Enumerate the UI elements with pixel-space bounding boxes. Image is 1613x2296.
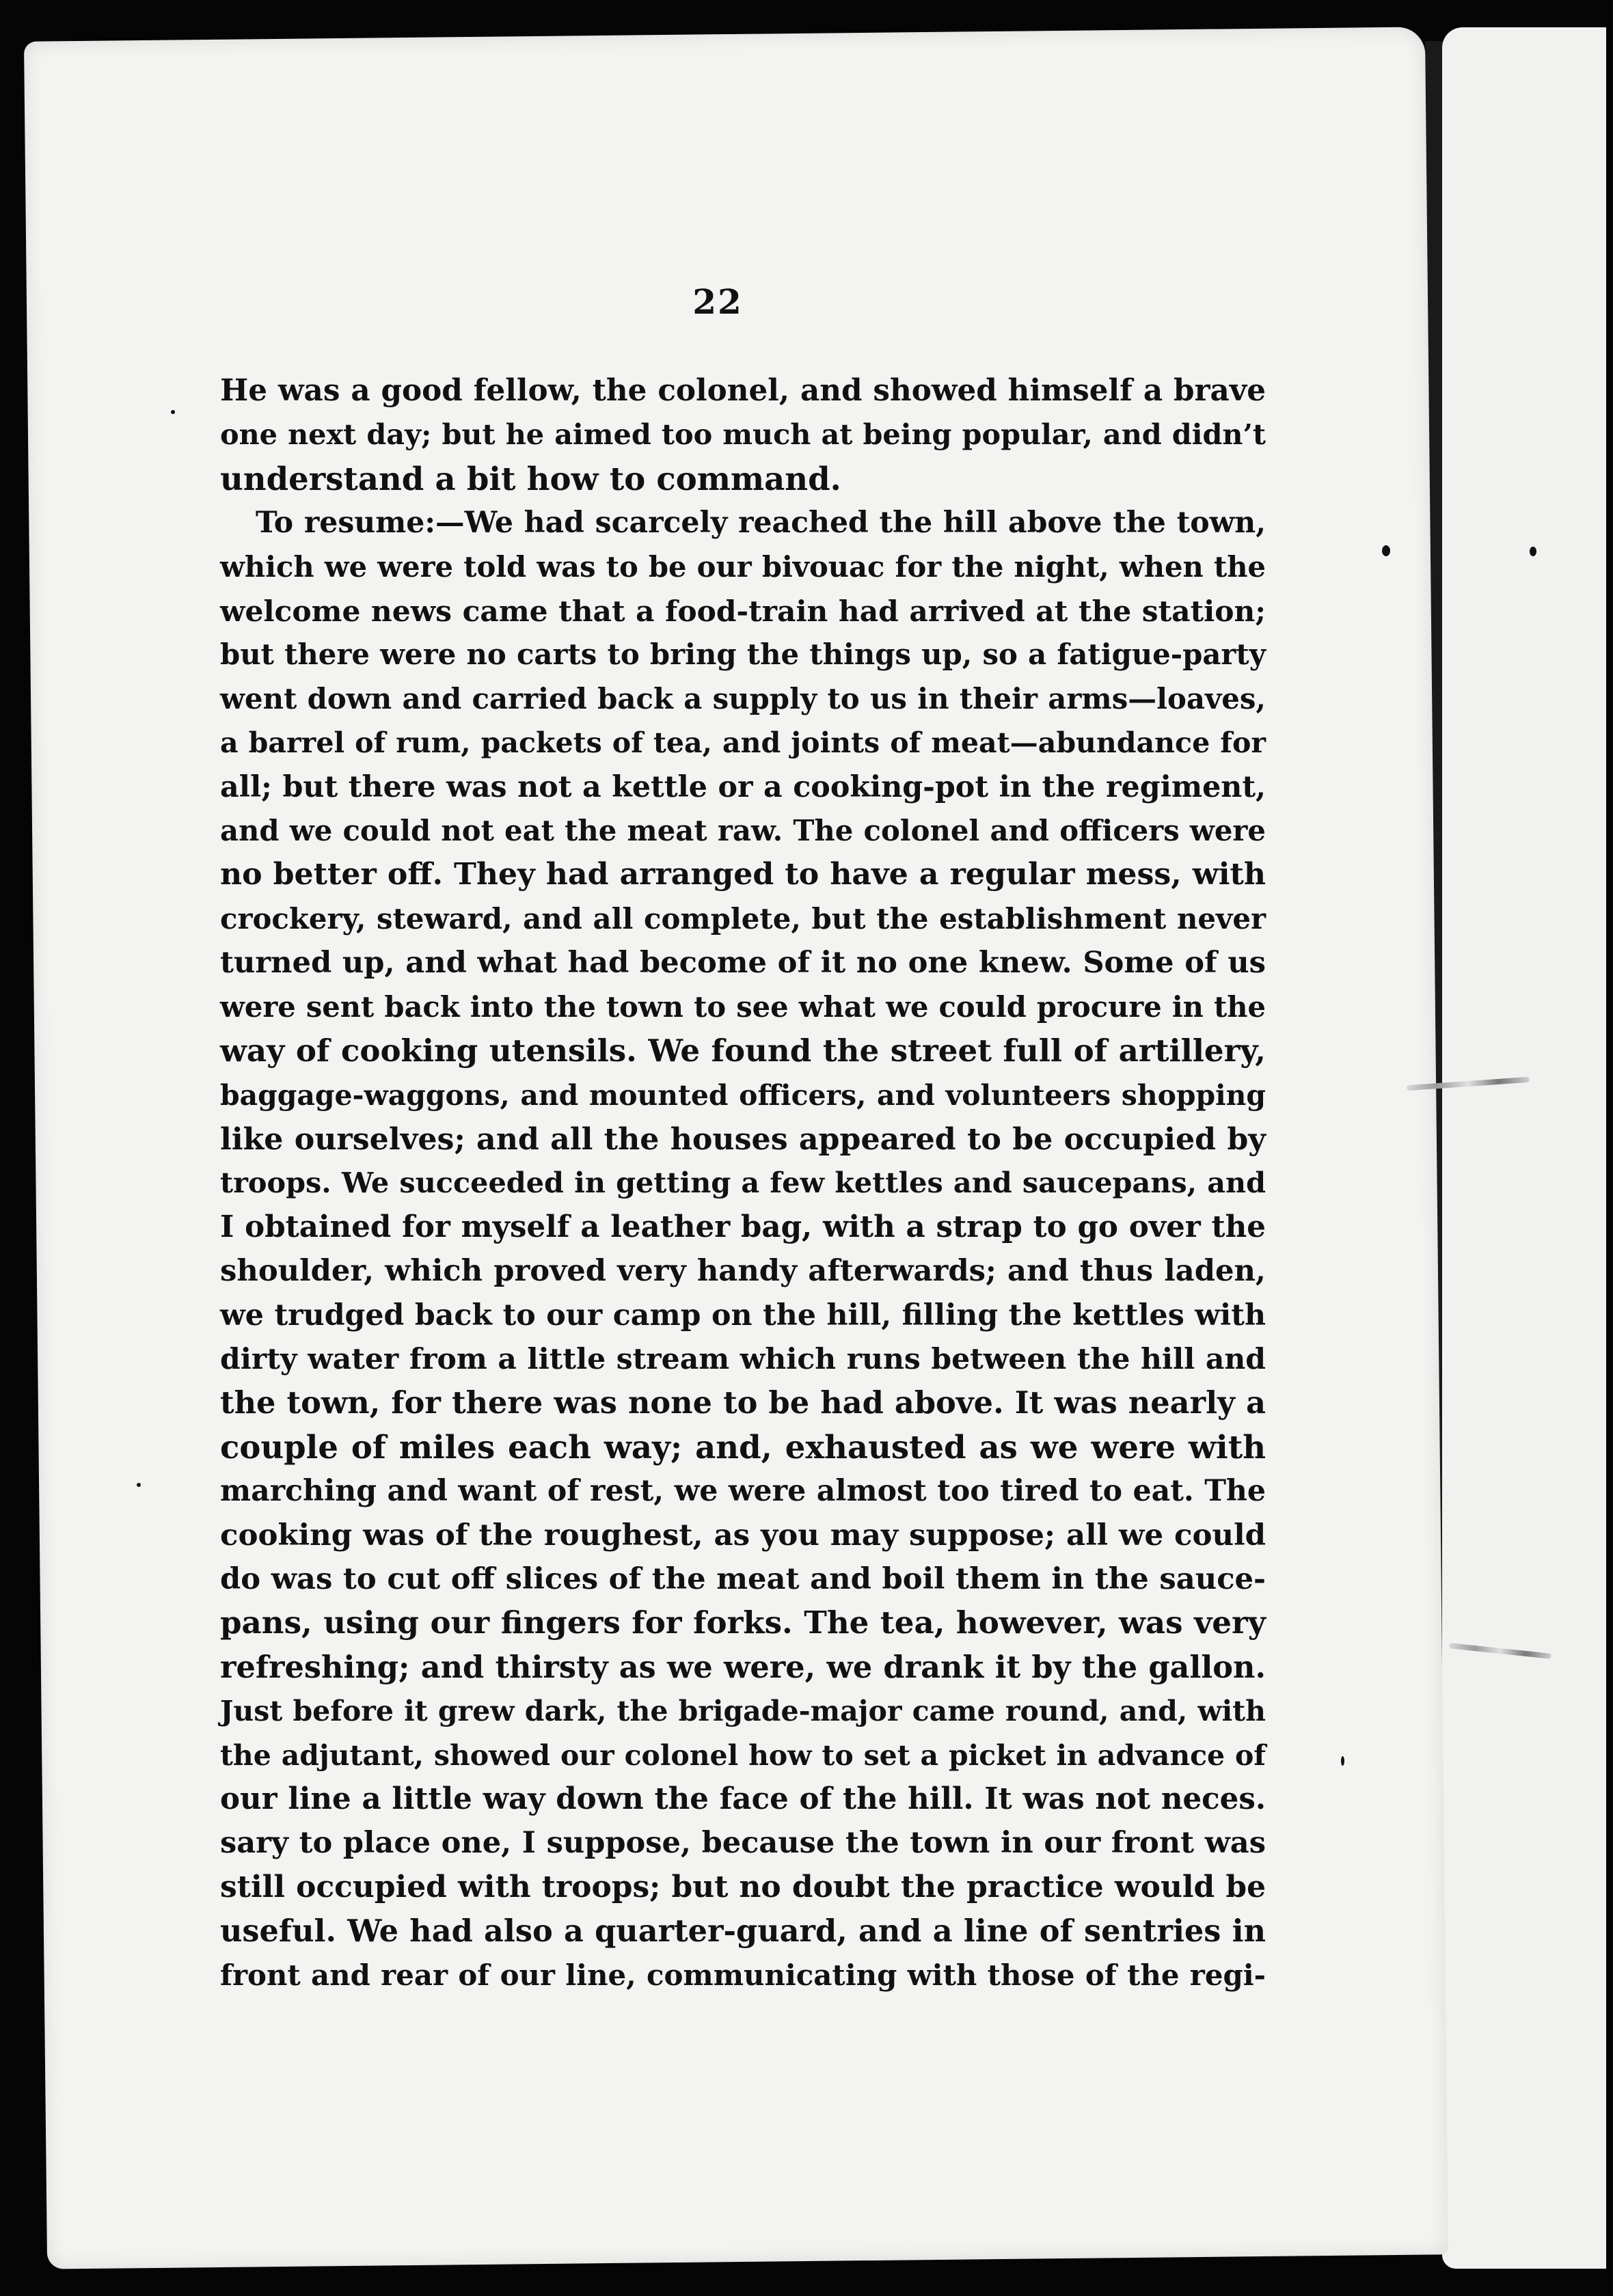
text-line: To resume:—We had scarcely reached the hill above the town, — [256, 506, 1266, 541]
text-line: marching and want of rest, we were almost too tired to eat. The — [220, 1474, 1266, 1509]
text-line: and we could not eat the meat raw. The colonel and officers were — [220, 814, 1266, 848]
page-number: 22 — [692, 282, 743, 322]
text-line: crockery, steward, and all complete, but the establishment never — [220, 901, 1266, 935]
text-line: the town, for there was none to be had above. It was nearly a — [220, 1384, 1266, 1421]
text-line: refreshing; and thirsty as we were, we drank it by the gallon. — [220, 1648, 1266, 1685]
text-line: I obtained for myself a leather bag, with a strap to go over the — [220, 1209, 1266, 1244]
text-line: turned up, and what had become of it no one knew. Some of us — [220, 945, 1266, 981]
text-line: front and rear of our line, communicating with those of the regi- — [220, 1958, 1266, 1992]
text-line: do was to cut off slices of the meat and boil them in the sauce- — [220, 1561, 1266, 1596]
text-line: cooking was of the roughest, as you may suppose; all we could — [220, 1517, 1266, 1553]
text-line: the adjutant, showed our colonel how to set a picket in advance of — [220, 1738, 1266, 1772]
text-line: Just before it grew dark, the brigade-major came round, and, with — [220, 1694, 1266, 1728]
text-line: but there were no carts to bring the things up, so a fatigue-party — [220, 638, 1266, 672]
ink-speck — [1530, 547, 1536, 556]
text-line: He was a good fellow, the colonel, and showed himself a brave — [220, 373, 1266, 408]
text-line: useful. We had also a quarter-guard, and a line of sentries in — [220, 1913, 1266, 1950]
text-line: understand a bit how to command. — [220, 459, 841, 497]
text-line: like ourselves; and all the houses appeared to be occupied by — [220, 1121, 1266, 1157]
facing-page-edge — [1442, 27, 1606, 2269]
text-line: were sent back into the town to see what we could procure in the — [220, 989, 1266, 1024]
text-line: our line a little way down the face of the hill. It was not neces. — [220, 1781, 1266, 1816]
text-line: pans, using our fingers for forks. The tea, however, was very — [220, 1604, 1266, 1641]
ink-speck — [1341, 1756, 1344, 1766]
ink-speck — [171, 410, 175, 414]
text-line: dirty water from a little stream which runs between the hill and — [220, 1341, 1266, 1376]
ink-speck — [1382, 545, 1390, 556]
page-body-text — [220, 369, 1266, 1997]
text-line: baggage-waggons, and mounted officers, and volunteers shopping — [220, 1078, 1266, 1112]
text-line: welcome news came that a food-train had arrived at the station; — [220, 594, 1266, 629]
ink-speck — [137, 1483, 141, 1487]
text-line: troops. We succeeded in getting a few kettles and saucepans, and — [220, 1166, 1266, 1200]
text-line: went down and carried back a supply to us in their arms—loaves, — [220, 681, 1266, 715]
text-line: shoulder, which proved very handy afterwards; and thus laden, — [220, 1253, 1266, 1289]
text-line: all; but there was not a kettle or a cooking-pot in the regiment, — [220, 769, 1266, 804]
text-line: which we were told was to be our bivouac for the night, when the — [220, 549, 1266, 584]
text-line: a barrel of rum, packets of tea, and joints of meat—abundance for — [220, 726, 1266, 760]
text-line: way of cooking utensils. We found the street full of artillery, — [220, 1033, 1266, 1069]
text-line: one next day; but he aimed too much at being popular, and didn’t — [220, 418, 1266, 452]
text-line: no better off. They had arranged to have a regular mess, with — [220, 857, 1266, 892]
text-line: sary to place one, I suppose, because the town in our front was — [220, 1826, 1266, 1861]
text-line: we trudged back to our camp on the hill, filling the kettles with — [220, 1298, 1266, 1332]
text-line: still occupied with troops; but no doubt the practice would be — [220, 1869, 1266, 1904]
text-line: couple of miles each way; and, exhausted as we were with — [220, 1427, 1266, 1466]
